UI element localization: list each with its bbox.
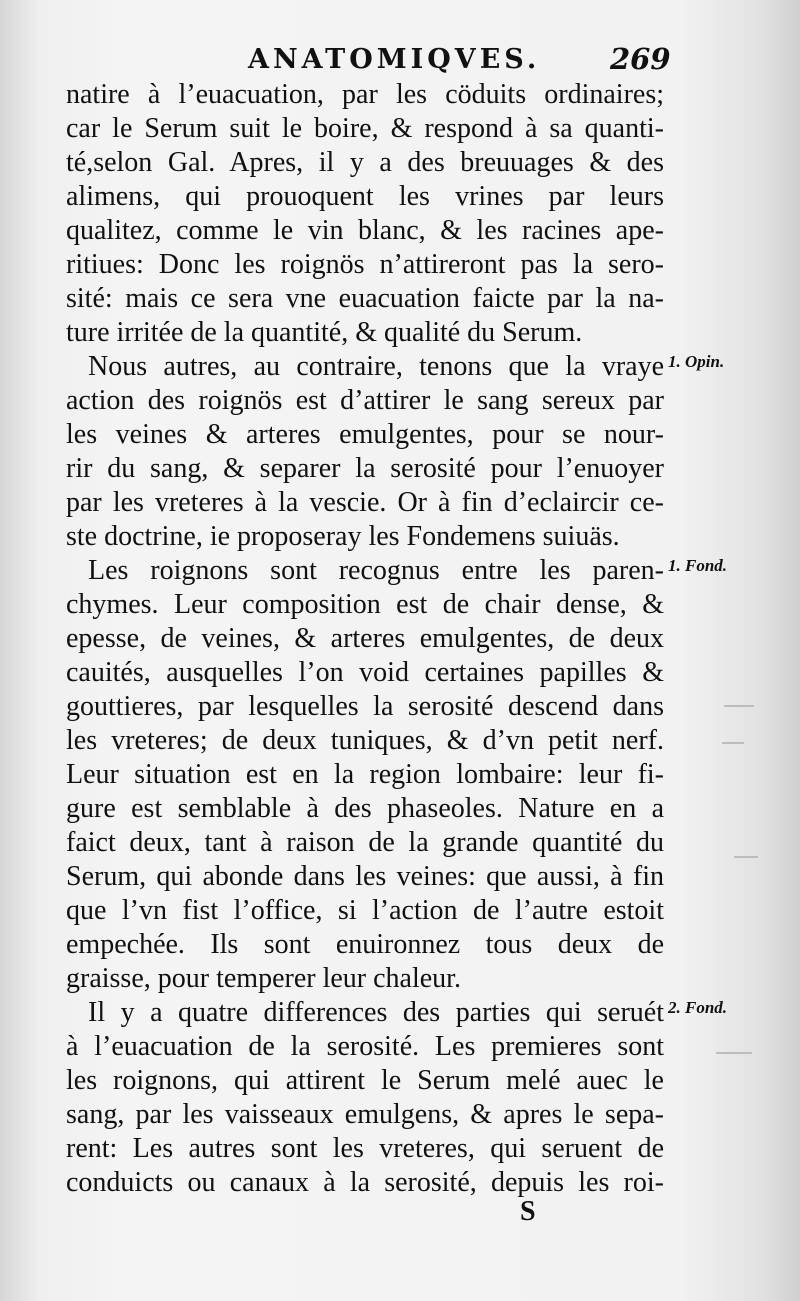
text-line: rent: Les autres sont les vreteres, qui seruent de <box>66 1133 664 1164</box>
text-line: Serum, qui abonde dans les veines: que aussi, à fin <box>66 861 664 892</box>
running-title: ANATOMIQVES. <box>248 44 541 75</box>
text-line: graisse, pour temperer leur chaleur. <box>66 963 461 994</box>
text-line: cauités, ausquelles l’on void certaines papilles & <box>66 657 664 688</box>
text-line: à l’euacuation de la serosité. Les premieres sont <box>66 1031 664 1062</box>
margin-note-opinion: 1. Opin. <box>668 352 725 371</box>
text-line: faict deux, tant à raison de la grande quantité du <box>66 827 664 858</box>
text-line: sité: mais ce sera vne euacuation faicte par la na- <box>66 283 664 314</box>
text-line: empechée. Ils sont enuironnez tous deux de <box>66 929 664 960</box>
text-line: les vreteres; de deux tuniques, & d’vn petit nerf. <box>66 725 664 756</box>
text-line: gure est semblable à des phaseoles. Nature en a <box>66 793 664 824</box>
text-line: ste doctrine, ie proposeray les Fondemens suiuäs. <box>66 521 620 552</box>
text-line: ture irritée de la quantité, & qualité du Serum. <box>66 317 583 348</box>
text-line: sang, par les vaisseaux emulgens, & apres le sepa- <box>66 1099 664 1130</box>
show-through-ink <box>704 0 794 1301</box>
text-line: les veines & arteres emulgentes, pour se nour- <box>66 419 664 450</box>
text-line: alimens, qui prouoquent les vrines par leurs <box>66 181 664 212</box>
text-line: Nous autres, au contraire, tenons que la vraye <box>88 351 664 382</box>
text-line: Les roignons sont recognus entre les paren- <box>88 555 664 586</box>
text-line: rir du sang, & separer la serosité pour l’enuoyer <box>66 453 664 484</box>
text-line: car le Serum suit le boire, & respond à sa quanti- <box>66 113 664 144</box>
running-head <box>0 38 800 78</box>
text-line: par les vreteres à la vescie. Or à fin d’eclaircir ce- <box>66 487 664 518</box>
text-line: Il y a quatre differences des parties qui seruét <box>88 997 664 1028</box>
text-line: ritiues: Donc les roignös n’attireront pas la sero- <box>66 249 664 280</box>
text-line: gouttieres, par lesquelles la serosité descend dans <box>66 691 664 722</box>
body-text <box>66 78 664 1200</box>
text-line: Leur situation est en la region lombaire: leur fi- <box>66 759 664 790</box>
text-line: action des roignös est d’attirer le sang sereux par <box>66 385 664 416</box>
text-line: natire à l’euacuation, par les cöduits ordinaires; <box>66 79 664 110</box>
text-line: conduicts ou canaux à la serosité, depuis les roi- <box>66 1167 664 1198</box>
text-line: té,selon Gal. Apres, il y a des breuuages & des <box>66 147 664 178</box>
margin-note-fondement-1: 1. Fond. <box>668 556 728 575</box>
text-line: que l’vn fist l’office, si l’action de l’autre estoit <box>66 895 664 926</box>
signature-mark: S <box>520 1196 536 1227</box>
text-line: chymes. Leur composition est de chair dense, & <box>66 589 664 620</box>
text-line: epesse, de veines, & arteres emulgentes, de deux <box>66 623 664 654</box>
text-line: qualitez, comme le vin blanc, & les racines ape- <box>66 215 664 246</box>
margin-note-fondement-2: 2. Fond. <box>668 998 728 1017</box>
text-line: les roignons, qui attirent le Serum melé auec le <box>66 1065 664 1096</box>
page-number: 269 <box>610 42 671 76</box>
